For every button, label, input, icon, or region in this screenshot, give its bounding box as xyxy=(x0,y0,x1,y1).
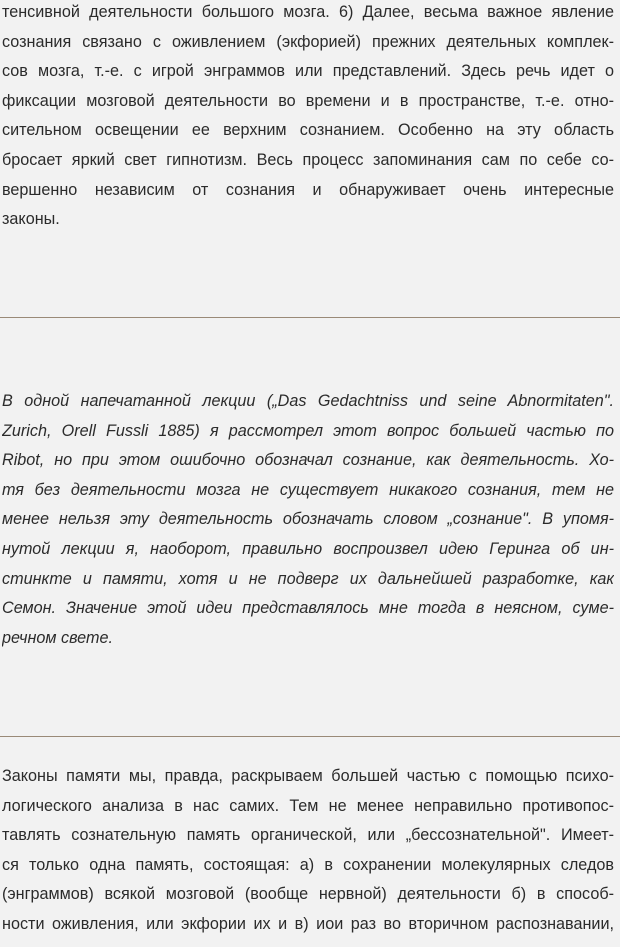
text-line: вершенно независим от сознания и обнаруживает очень интересные xyxy=(2,180,614,199)
text-line: логического анализа в нас самих. Тем не менее неправильно противопос- xyxy=(2,796,614,815)
text-line: тавлять сознательную память органической, или „бессознательной". Имеет- xyxy=(2,826,614,845)
text-line: фиксации мозговой деятельности во времени и в пространстве, т.-е. отно- xyxy=(2,91,614,110)
footnote-divider xyxy=(0,317,620,318)
body-paragraph xyxy=(2,762,614,940)
text-line: тя без деятельности мозга не существует никакого сознания, тем не xyxy=(2,480,614,499)
text-line: тенсивной деятельности большого мозга. 6) Далее, весьма важное явление xyxy=(2,3,614,21)
text-line: Семон. Значение этой идеи представлялось мне тогда в неясном, суме- xyxy=(2,599,614,618)
footnote-paragraph xyxy=(2,387,614,653)
text-line: ся только одна память, состоящая: а) в сохранении молекулярных следов xyxy=(2,855,614,874)
text-line: сов мозга, т.-е. с игрой энграммов или представлений. Здесь речь идет о xyxy=(2,62,614,81)
text-line: сознания связано с оживлением (экфорией) прежних деятельных комплек- xyxy=(2,32,614,51)
text-line: речном свете. xyxy=(2,628,113,647)
text-line: законы. xyxy=(2,210,60,229)
text-line: стинкте и памяти, хотя и не подверг их дальнейшей разработке, как xyxy=(2,569,614,588)
body-paragraph xyxy=(2,0,614,235)
text-line: Zurich, Orell Fussli 1885) я рассмотрел этот вопрос большей частью по xyxy=(2,421,614,440)
text-line: Законы памяти мы, правда, раскрываем большей частью с помощью психо- xyxy=(2,767,614,785)
text-line: ности оживления, или экфории их и в) иои раз во вторичном распознавании, xyxy=(2,914,614,933)
section-divider xyxy=(0,736,620,737)
text-line: сительном освещении ее верхним сознанием. Особенно на эту область xyxy=(2,121,614,140)
text-line: менее нельзя эту деятельность обозначать словом „сознание". В упомя- xyxy=(2,510,614,529)
text-line: бросает яркий свет гипнотизм. Весь процесс запоминания сам по себе со- xyxy=(2,150,614,169)
text-line: Ribot, но при этом ошибочно обозначал сознание, как деятельность. Хо- xyxy=(2,451,614,470)
text-line: (энграммов) всякой мозговой (вообще нервной) деятельности б) в способ- xyxy=(2,885,614,904)
text-line: нутой лекции я, наоборот, правильно воспроизвел идею Геринга об ин- xyxy=(2,539,614,558)
text-line: В одной напечатанной лекции („Das Gedachtniss und seine Abnormitaten". xyxy=(2,392,614,410)
